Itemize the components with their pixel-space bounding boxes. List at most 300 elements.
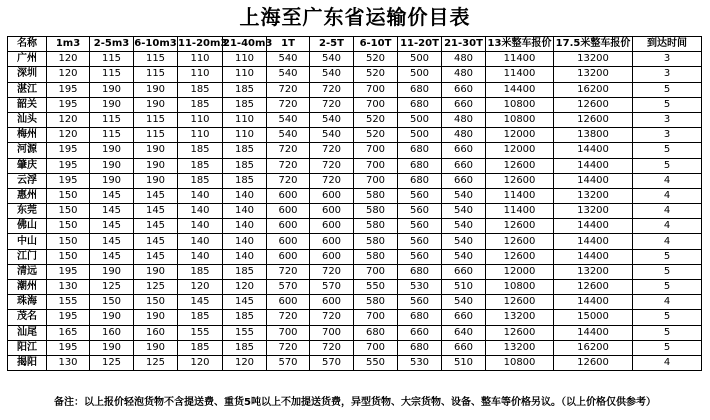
price-cell: 720 (310, 143, 354, 158)
city-cell: 佛山 (8, 219, 47, 234)
price-cell: 13800 (554, 128, 633, 143)
price-cell: 540 (442, 249, 486, 264)
price-cell: 700 (354, 82, 398, 97)
price-cell: 680 (398, 340, 442, 355)
price-cell: 140 (178, 234, 223, 249)
price-cell: 185 (178, 340, 223, 355)
price-cell: 660 (398, 325, 442, 340)
price-cell: 580 (354, 219, 398, 234)
price-cell: 540 (310, 52, 354, 67)
price-cell: 110 (178, 128, 223, 143)
price-cell: 195 (47, 97, 90, 112)
table-row (8, 143, 702, 158)
table-row (8, 82, 702, 97)
price-cell: 570 (267, 355, 310, 370)
price-cell: 190 (90, 310, 134, 325)
price-cell: 10800 (486, 280, 554, 295)
price-cell: 720 (267, 143, 310, 158)
price-cell: 500 (398, 112, 442, 127)
price-cell: 3 (633, 128, 702, 143)
table-row (8, 234, 702, 249)
price-cell: 190 (134, 264, 178, 279)
price-cell: 480 (442, 112, 486, 127)
column-header: 21-40m3 (223, 37, 267, 52)
price-cell: 190 (90, 173, 134, 188)
price-cell: 660 (442, 264, 486, 279)
price-cell: 150 (47, 249, 90, 264)
price-cell: 520 (354, 112, 398, 127)
price-cell: 185 (178, 173, 223, 188)
city-cell: 惠州 (8, 188, 47, 203)
price-cell: 13200 (486, 310, 554, 325)
table-row (8, 219, 702, 234)
price-cell: 660 (442, 173, 486, 188)
city-cell: 阳江 (8, 340, 47, 355)
price-cell: 600 (267, 219, 310, 234)
price-cell: 185 (223, 82, 267, 97)
price-cell: 500 (398, 128, 442, 143)
table-row (8, 204, 702, 219)
price-cell: 540 (310, 67, 354, 82)
city-cell: 河源 (8, 143, 47, 158)
footnote: 备注：以上报价轻泡货物不含提送费、重货5吨以上不加提送货费，异型货物、大宗货物、设备、整车等价格另议。（以上价格仅供参考） (54, 397, 656, 408)
price-cell: 4 (633, 188, 702, 203)
price-cell: 145 (134, 234, 178, 249)
table-header (8, 37, 702, 52)
price-cell: 560 (398, 204, 442, 219)
price-cell: 12600 (554, 280, 633, 295)
price-cell: 130 (47, 355, 90, 370)
price-cell: 5 (633, 325, 702, 340)
price-cell: 12000 (486, 128, 554, 143)
price-cell: 185 (223, 173, 267, 188)
price-cell: 115 (90, 112, 134, 127)
price-cell: 3 (633, 112, 702, 127)
price-cell: 550 (354, 355, 398, 370)
price-cell: 720 (267, 173, 310, 188)
price-cell: 530 (398, 280, 442, 295)
price-cell: 145 (90, 219, 134, 234)
price-cell: 120 (47, 52, 90, 67)
price-cell: 680 (398, 82, 442, 97)
price-cell: 540 (442, 204, 486, 219)
price-cell: 560 (398, 249, 442, 264)
price-cell: 145 (134, 219, 178, 234)
price-cell: 12600 (486, 219, 554, 234)
price-cell: 16200 (554, 340, 633, 355)
price-cell: 500 (398, 52, 442, 67)
city-cell: 韶关 (8, 97, 47, 112)
price-cell: 190 (134, 97, 178, 112)
price-cell: 600 (267, 295, 310, 310)
price-cell: 5 (633, 280, 702, 295)
price-cell: 145 (178, 295, 223, 310)
price-cell: 190 (134, 173, 178, 188)
price-cell: 700 (354, 158, 398, 173)
price-cell: 510 (442, 355, 486, 370)
price-cell: 680 (398, 173, 442, 188)
price-cell: 185 (178, 82, 223, 97)
price-cell: 155 (47, 295, 90, 310)
price-cell: 480 (442, 52, 486, 67)
price-cell: 5 (633, 97, 702, 112)
price-cell: 110 (223, 112, 267, 127)
price-cell: 115 (134, 128, 178, 143)
price-cell: 145 (134, 249, 178, 264)
city-cell: 云浮 (8, 173, 47, 188)
price-cell: 185 (223, 158, 267, 173)
price-cell: 660 (442, 97, 486, 112)
city-cell: 汕尾 (8, 325, 47, 340)
price-cell: 700 (310, 325, 354, 340)
price-cell: 11400 (486, 204, 554, 219)
price-cell: 13200 (554, 188, 633, 203)
price-cell: 145 (90, 234, 134, 249)
price-cell: 660 (442, 143, 486, 158)
price-cell: 5 (633, 158, 702, 173)
price-cell: 660 (442, 82, 486, 97)
price-cell: 130 (47, 280, 90, 295)
price-cell: 190 (90, 97, 134, 112)
price-cell: 125 (90, 355, 134, 370)
price-cell: 14400 (554, 158, 633, 173)
price-cell: 540 (442, 188, 486, 203)
price-cell: 680 (398, 143, 442, 158)
price-cell: 640 (442, 325, 486, 340)
price-cell: 13200 (554, 52, 633, 67)
table-row (8, 264, 702, 279)
city-cell: 潮州 (8, 280, 47, 295)
price-cell: 125 (90, 280, 134, 295)
price-cell: 540 (267, 112, 310, 127)
price-cell: 185 (223, 310, 267, 325)
price-cell: 13200 (486, 340, 554, 355)
price-cell: 14400 (554, 295, 633, 310)
price-cell: 700 (354, 264, 398, 279)
price-cell: 600 (310, 219, 354, 234)
column-header: 名称 (8, 37, 47, 52)
price-cell: 115 (90, 67, 134, 82)
column-header: 11-20m3 (178, 37, 223, 52)
price-cell: 680 (354, 325, 398, 340)
price-cell: 540 (310, 112, 354, 127)
price-cell: 580 (354, 295, 398, 310)
price-cell: 720 (267, 264, 310, 279)
price-cell: 140 (223, 234, 267, 249)
price-cell: 140 (223, 188, 267, 203)
price-cell: 150 (47, 234, 90, 249)
city-cell: 清远 (8, 264, 47, 279)
price-cell: 600 (267, 204, 310, 219)
table-row (8, 188, 702, 203)
price-cell: 600 (310, 234, 354, 249)
city-cell: 深圳 (8, 67, 47, 82)
table-row (8, 280, 702, 295)
price-cell: 5 (633, 249, 702, 264)
price-cell: 125 (134, 280, 178, 295)
city-cell: 梅州 (8, 128, 47, 143)
price-cell: 140 (178, 188, 223, 203)
price-cell: 720 (310, 97, 354, 112)
price-cell: 580 (354, 188, 398, 203)
price-cell: 700 (354, 173, 398, 188)
column-header: 2-5m3 (90, 37, 134, 52)
table-row (8, 310, 702, 325)
price-cell: 580 (354, 234, 398, 249)
price-cell: 4 (633, 234, 702, 249)
price-cell: 12600 (486, 158, 554, 173)
price-cell: 185 (223, 340, 267, 355)
price-cell: 120 (223, 355, 267, 370)
price-cell: 540 (267, 128, 310, 143)
price-cell: 155 (178, 325, 223, 340)
city-cell: 揭阳 (8, 355, 47, 370)
table-row (8, 128, 702, 143)
table-row (8, 158, 702, 173)
price-cell: 720 (310, 340, 354, 355)
price-cell: 5 (633, 143, 702, 158)
price-cell: 560 (398, 295, 442, 310)
price-cell: 550 (354, 280, 398, 295)
price-cell: 540 (267, 52, 310, 67)
city-cell: 江门 (8, 249, 47, 264)
price-cell: 5 (633, 82, 702, 97)
price-cell: 13200 (554, 264, 633, 279)
price-cell: 720 (310, 158, 354, 173)
price-cell: 3 (633, 67, 702, 82)
price-cell: 160 (90, 325, 134, 340)
price-cell: 700 (354, 340, 398, 355)
city-cell: 汕头 (8, 112, 47, 127)
price-cell: 4 (633, 173, 702, 188)
price-cell: 115 (90, 52, 134, 67)
price-cell: 120 (47, 128, 90, 143)
price-cell: 600 (310, 295, 354, 310)
price-cell: 110 (223, 52, 267, 67)
price-cell: 110 (178, 112, 223, 127)
price-cell: 12000 (486, 264, 554, 279)
price-cell: 14400 (554, 234, 633, 249)
table-row (8, 173, 702, 188)
price-cell: 185 (178, 143, 223, 158)
price-cell: 145 (90, 249, 134, 264)
price-cell: 115 (134, 52, 178, 67)
city-cell: 肇庆 (8, 158, 47, 173)
price-cell: 145 (90, 204, 134, 219)
price-cell: 185 (178, 158, 223, 173)
price-cell: 560 (398, 234, 442, 249)
price-cell: 720 (310, 82, 354, 97)
price-cell: 120 (178, 280, 223, 295)
price-cell: 120 (223, 280, 267, 295)
price-cell: 12600 (486, 234, 554, 249)
price-cell: 185 (178, 310, 223, 325)
price-cell: 165 (47, 325, 90, 340)
price-cell: 4 (633, 355, 702, 370)
price-cell: 190 (134, 82, 178, 97)
price-cell: 660 (442, 158, 486, 173)
table-row (8, 295, 702, 310)
price-cell: 540 (267, 67, 310, 82)
page-title: 上海至广东省运输价目表 (239, 5, 471, 29)
price-cell: 14400 (486, 82, 554, 97)
price-cell: 195 (47, 340, 90, 355)
price-cell: 14400 (554, 219, 633, 234)
column-header: 6-10m3 (134, 37, 178, 52)
price-cell: 14400 (554, 325, 633, 340)
price-cell: 120 (47, 67, 90, 82)
price-cell: 145 (223, 295, 267, 310)
price-cell: 600 (267, 249, 310, 264)
city-cell: 珠海 (8, 295, 47, 310)
price-cell: 150 (134, 295, 178, 310)
price-cell: 12000 (486, 143, 554, 158)
price-cell: 190 (134, 310, 178, 325)
price-cell: 185 (223, 97, 267, 112)
price-cell: 530 (398, 355, 442, 370)
price-cell: 195 (47, 264, 90, 279)
price-cell: 12600 (486, 249, 554, 264)
table-row (8, 52, 702, 67)
column-header: 13米整车报价 (486, 37, 554, 52)
price-cell: 115 (90, 128, 134, 143)
price-cell: 12600 (554, 112, 633, 127)
price-cell: 14400 (554, 143, 633, 158)
price-cell: 13200 (554, 204, 633, 219)
column-header: 11-20T (398, 37, 442, 52)
price-cell: 110 (178, 52, 223, 67)
price-cell: 150 (47, 188, 90, 203)
price-cell: 10800 (486, 97, 554, 112)
price-cell: 680 (398, 264, 442, 279)
price-cell: 5 (633, 264, 702, 279)
price-cell: 540 (442, 219, 486, 234)
column-header: 1T (267, 37, 310, 52)
city-cell: 茂名 (8, 310, 47, 325)
price-cell: 160 (134, 325, 178, 340)
price-cell: 190 (134, 158, 178, 173)
price-cell: 570 (310, 280, 354, 295)
price-cell: 600 (310, 249, 354, 264)
price-cell: 145 (90, 188, 134, 203)
price-cell: 4 (633, 219, 702, 234)
price-cell: 560 (398, 219, 442, 234)
price-cell: 4 (633, 295, 702, 310)
price-cell: 110 (223, 128, 267, 143)
price-cell: 580 (354, 249, 398, 264)
price-cell: 14400 (554, 173, 633, 188)
price-cell: 140 (223, 204, 267, 219)
price-cell: 720 (267, 82, 310, 97)
price-cell: 5 (633, 340, 702, 355)
price-cell: 5 (633, 310, 702, 325)
price-cell: 12600 (486, 173, 554, 188)
price-cell: 195 (47, 310, 90, 325)
table-row (8, 97, 702, 112)
price-cell: 720 (267, 158, 310, 173)
price-cell: 12600 (554, 355, 633, 370)
column-header: 6-10T (354, 37, 398, 52)
price-cell: 700 (354, 97, 398, 112)
price-cell: 500 (398, 67, 442, 82)
price-cell: 480 (442, 128, 486, 143)
price-cell: 10800 (486, 112, 554, 127)
price-cell: 195 (47, 173, 90, 188)
price-cell: 120 (47, 112, 90, 127)
price-cell: 12600 (486, 325, 554, 340)
price-cell: 3 (633, 52, 702, 67)
price-cell: 190 (90, 264, 134, 279)
price-cell: 720 (267, 310, 310, 325)
table-body (8, 52, 702, 371)
column-header: 17.5米整车报价 (554, 37, 633, 52)
price-cell: 570 (267, 280, 310, 295)
column-header: 1m3 (47, 37, 90, 52)
price-cell: 16200 (554, 82, 633, 97)
header-row (8, 37, 702, 52)
price-cell: 185 (178, 97, 223, 112)
price-cell: 15000 (554, 310, 633, 325)
price-cell: 11400 (486, 188, 554, 203)
price-cell: 150 (90, 295, 134, 310)
price-cell: 120 (178, 355, 223, 370)
price-cell: 700 (354, 143, 398, 158)
price-cell: 185 (178, 264, 223, 279)
price-cell: 14400 (554, 249, 633, 264)
price-cell: 13200 (554, 67, 633, 82)
price-cell: 680 (398, 97, 442, 112)
price-cell: 110 (178, 67, 223, 82)
price-cell: 150 (47, 204, 90, 219)
table-row (8, 340, 702, 355)
price-cell: 480 (442, 67, 486, 82)
price-cell: 140 (178, 249, 223, 264)
price-cell: 560 (398, 188, 442, 203)
column-header: 到达时间 (633, 37, 702, 52)
price-cell: 510 (442, 280, 486, 295)
price-cell: 12600 (486, 295, 554, 310)
price-cell: 190 (134, 143, 178, 158)
price-cell: 190 (134, 340, 178, 355)
price-cell: 140 (178, 204, 223, 219)
price-cell: 720 (310, 264, 354, 279)
price-cell: 720 (310, 310, 354, 325)
price-cell: 195 (47, 82, 90, 97)
price-cell: 660 (442, 340, 486, 355)
city-cell: 湛江 (8, 82, 47, 97)
price-cell: 185 (223, 264, 267, 279)
price-cell: 720 (310, 173, 354, 188)
column-header: 21-30T (442, 37, 486, 52)
price-cell: 145 (134, 188, 178, 203)
price-cell: 115 (134, 67, 178, 82)
price-cell: 680 (398, 158, 442, 173)
price-cell: 115 (134, 112, 178, 127)
price-cell: 600 (267, 188, 310, 203)
price-cell: 185 (223, 143, 267, 158)
price-cell: 600 (310, 204, 354, 219)
price-cell: 540 (442, 295, 486, 310)
price-cell: 125 (134, 355, 178, 370)
price-cell: 520 (354, 67, 398, 82)
price-cell: 195 (47, 158, 90, 173)
table-row (8, 249, 702, 264)
price-cell: 540 (442, 234, 486, 249)
price-cell: 700 (267, 325, 310, 340)
price-cell: 190 (90, 82, 134, 97)
column-header: 2-5T (310, 37, 354, 52)
price-cell: 660 (442, 310, 486, 325)
